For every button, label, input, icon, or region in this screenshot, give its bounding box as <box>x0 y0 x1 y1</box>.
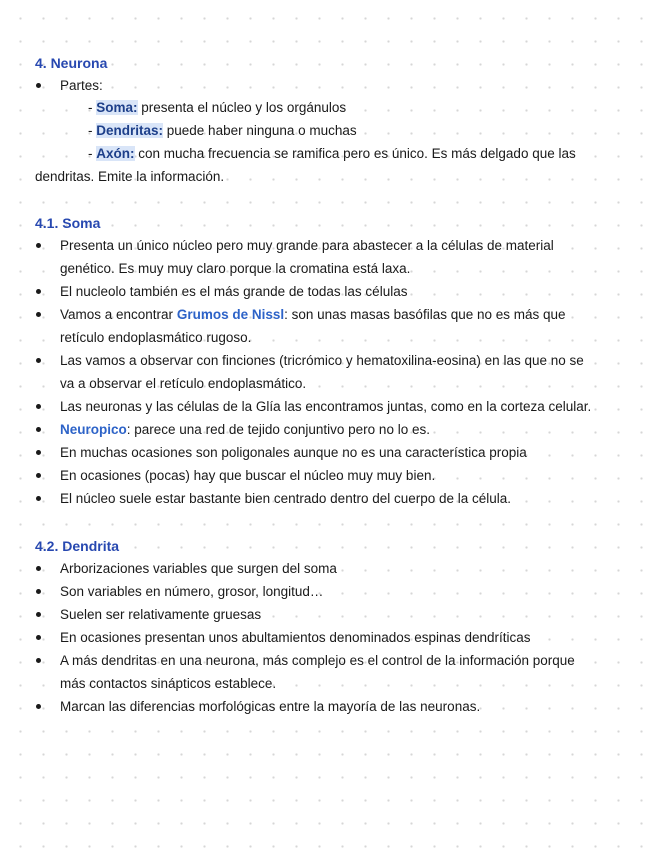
bullet-icon <box>36 243 41 248</box>
list-item: Suelen ser relativamente gruesas <box>60 607 262 622</box>
bullet-icon <box>36 566 41 571</box>
bullet-icon <box>36 704 41 709</box>
part-item-axon: - Axón: con mucha frecuencia se ramifica pero es único. Es más delgado que las <box>88 146 576 161</box>
bullet-icon <box>36 496 41 501</box>
part-item-dendritas: - Dendritas: puede haber ninguna o muchas <box>88 123 357 138</box>
list-item <box>60 420 430 440</box>
axon-desc: con mucha frecuencia se ramifica pero es único. Es más delgado que las <box>134 146 576 161</box>
part-item-soma: - Soma: presenta el núcleo y los orgánulos <box>88 100 347 115</box>
term-grumos-de-nissl: Grumos de Nissl <box>176 307 285 322</box>
bullet-icon <box>36 450 41 455</box>
axon-term: Axón: <box>96 146 135 161</box>
section-heading-dendrita: 4.2. Dendrita <box>35 538 120 554</box>
term-neuropico: Neuropico <box>60 422 127 437</box>
parts-label: Partes: <box>60 78 103 93</box>
dendritas-term: Dendritas: <box>96 123 164 138</box>
bullet-icon <box>36 658 41 663</box>
bullet-icon <box>36 83 41 88</box>
bullet-icon <box>36 612 41 617</box>
list-item: Arborizaciones variables que surgen del soma <box>60 561 337 576</box>
dendritas-desc: puede haber ninguna o muchas <box>163 123 357 138</box>
list-item: A más dendritas en una neurona, más complejo es el control de la información porque <box>60 653 575 668</box>
bullet-icon <box>36 358 41 363</box>
list-item: Las vamos a observar con finciones (tricrómico y hematoxilina-eosina) en las que no se <box>60 353 584 368</box>
list-item: En ocasiones (pocas) hay que buscar el núcleo muy muy bien. <box>60 468 436 483</box>
bullet-icon <box>36 589 41 594</box>
list-item: El núcleo suele estar bastante bien centrado dentro del cuerpo de la célula. <box>60 491 512 506</box>
list-item: En muchas ocasiones son poligonales aunque no es una característica propia <box>60 445 527 460</box>
bullet-icon <box>36 312 41 317</box>
text-fragment: : son unas masas basófilas que no es más que <box>284 307 566 322</box>
bullet-icon <box>36 473 41 478</box>
soma-term: Soma: <box>96 100 138 115</box>
list-item: En ocasiones presentan unos abultamientos denominados espinas dendríticas <box>60 630 531 645</box>
list-item: Son variables en número, grosor, longitud… <box>60 584 324 599</box>
list-item <box>60 305 566 325</box>
list-item-cont: va a observar el retículo endoplasmático. <box>60 376 307 391</box>
list-item: Las neuronas y las células de la Glía las encontramos juntas, como en la corteza celular. <box>60 399 592 414</box>
bullet-icon <box>36 427 41 432</box>
list-item-cont: retículo endoplasmático rugoso. <box>60 330 252 345</box>
bullet-icon <box>36 404 41 409</box>
list-item: Marcan las diferencias morfológicas entre la mayoría de las neuronas. <box>60 699 481 714</box>
text-fragment: : parece una red de tejido conjuntivo pero no lo es. <box>126 422 430 437</box>
soma-desc: presenta el núcleo y los orgánulos <box>137 100 347 115</box>
section-heading-neurona: 4. Neurona <box>35 55 108 71</box>
bullet-icon <box>36 289 41 294</box>
text-fragment: Vamos a encontrar <box>60 307 177 322</box>
bullet-icon <box>36 635 41 640</box>
section-heading-soma: 4.1. Soma <box>35 215 101 231</box>
axon-desc-cont: dendritas. Emite la información. <box>35 169 225 184</box>
list-item: Presenta un único núcleo pero muy grande para abastecer a la células de material <box>60 238 554 253</box>
list-item-cont: genético. Es muy muy claro porque la cromatina está laxa. <box>60 261 411 276</box>
list-item-cont: más contactos sinápticos establece. <box>60 676 277 691</box>
list-item: El nucleolo también es el más grande de todas las células <box>60 284 408 299</box>
